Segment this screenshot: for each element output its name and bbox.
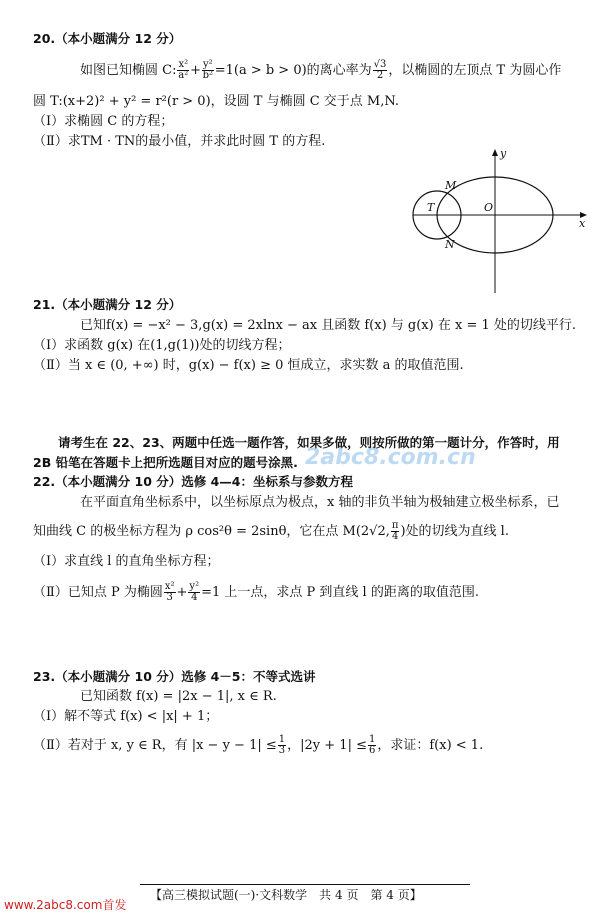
q23-line1: 已知函数 f(x) = |2x − 1|, x ∈ R. — [80, 689, 277, 704]
q22-line2: 知曲线 C 的极坐标方程为 ρ cos²θ = 2sinθ，它在点 M(2√2, $\frac{\pi}{4}$ )处的切线为直线 l. — [33, 520, 509, 542]
q21-part1: （Ⅰ）求函数 g(x) 在(1,g(1))处的切线方程； — [33, 338, 291, 353]
origin-label: O — [484, 201, 494, 214]
q22-part2: （Ⅱ）已知点 P 为椭圆 $\frac{\text{x²}}{3}$ + $\frac{\text{y²}}{4}$ =1 上一点，求点 P 到直线 l 的距离的取值范围. — [33, 581, 479, 603]
y-axis-label: y — [500, 147, 507, 160]
watermark: 2abc8.com.cn — [305, 445, 476, 470]
point-m-label: M — [445, 179, 457, 192]
notice-line2: 2B 铅笔在答题卡上把所选题目对应的题号涂黑. — [33, 455, 298, 470]
q20-header: 20.（本小题满分 12 分） — [33, 31, 182, 46]
q23-part2: （Ⅱ）若对于 x, y ∈ R，有 |x − y − 1| ≤ $\frac{1}{3}$ ，|2y + 1| ≤ $\frac{1}{6}$ ，求证：f(x) < 1. — [33, 734, 484, 756]
q23-header: 23.（本小题满分 10 分）选修 4－5：不等式选讲 — [33, 669, 316, 684]
q20-line2: 圆 T:(x+2)² + y² = r²(r > 0)，设圆 T 与椭圆 C 交于点 M,N. — [33, 94, 400, 109]
q22-header: 22.（本小题满分 10 分）选修 4—4：坐标系与参数方程 — [33, 474, 353, 489]
ellipse-circle-figure — [405, 145, 595, 295]
q21-part2: （Ⅱ）当 x ∈ (0, +∞) 时，g(x) − f(x) ≥ 0 恒成立，求实数 a 的取值范围. — [33, 358, 464, 373]
q22-part1: （Ⅰ）求直线 l 的直角坐标方程； — [33, 554, 220, 569]
notice-line1: 请考生在 22、23、两题中任选一题作答，如果多做，则按所做的第一题计分，作答时，用 — [58, 435, 560, 450]
q20-part2: （Ⅱ）求TM · TN的最小值，并求此时圆 T 的方程. — [33, 134, 326, 149]
point-t-label: T — [427, 201, 435, 214]
site-link[interactable]: www.2abc8.com首发 — [4, 898, 127, 912]
q20-intro: 如图已知椭圆 C: $\frac{\text{x²}}{\text{a²}}$ + $\frac{\text{y²}}{\text{b²}}$ =1(a > b > 0)的离心率为 $\frac{√3}{2}$ ，以椭圆的左顶点 T 为圆心作 — [80, 59, 562, 81]
q22-line1: 在平面直角坐标系中，以坐标原点为极点，x 轴的非负半轴为极轴建立极坐标系，已 — [80, 495, 560, 510]
q21-header: 21.（本小题满分 12 分） — [33, 297, 182, 312]
q21-line1: 已知f(x) = −x² − 3,g(x) = 2xlnx − ax 且函数 f(x) 与 g(x) 在 x = 1 处的切线平行. — [80, 318, 576, 333]
page-footer: 【高三模拟试题(一)·文科数学 共 4 页 第 4 页】 — [150, 888, 422, 902]
q20-part1: （Ⅰ）求椭圆 C 的方程； — [33, 114, 174, 129]
q23-part1: （Ⅰ）解不等式 f(x) < |x| + 1； — [33, 709, 219, 724]
x-axis-label: x — [579, 217, 586, 230]
point-n-label: N — [445, 238, 455, 251]
